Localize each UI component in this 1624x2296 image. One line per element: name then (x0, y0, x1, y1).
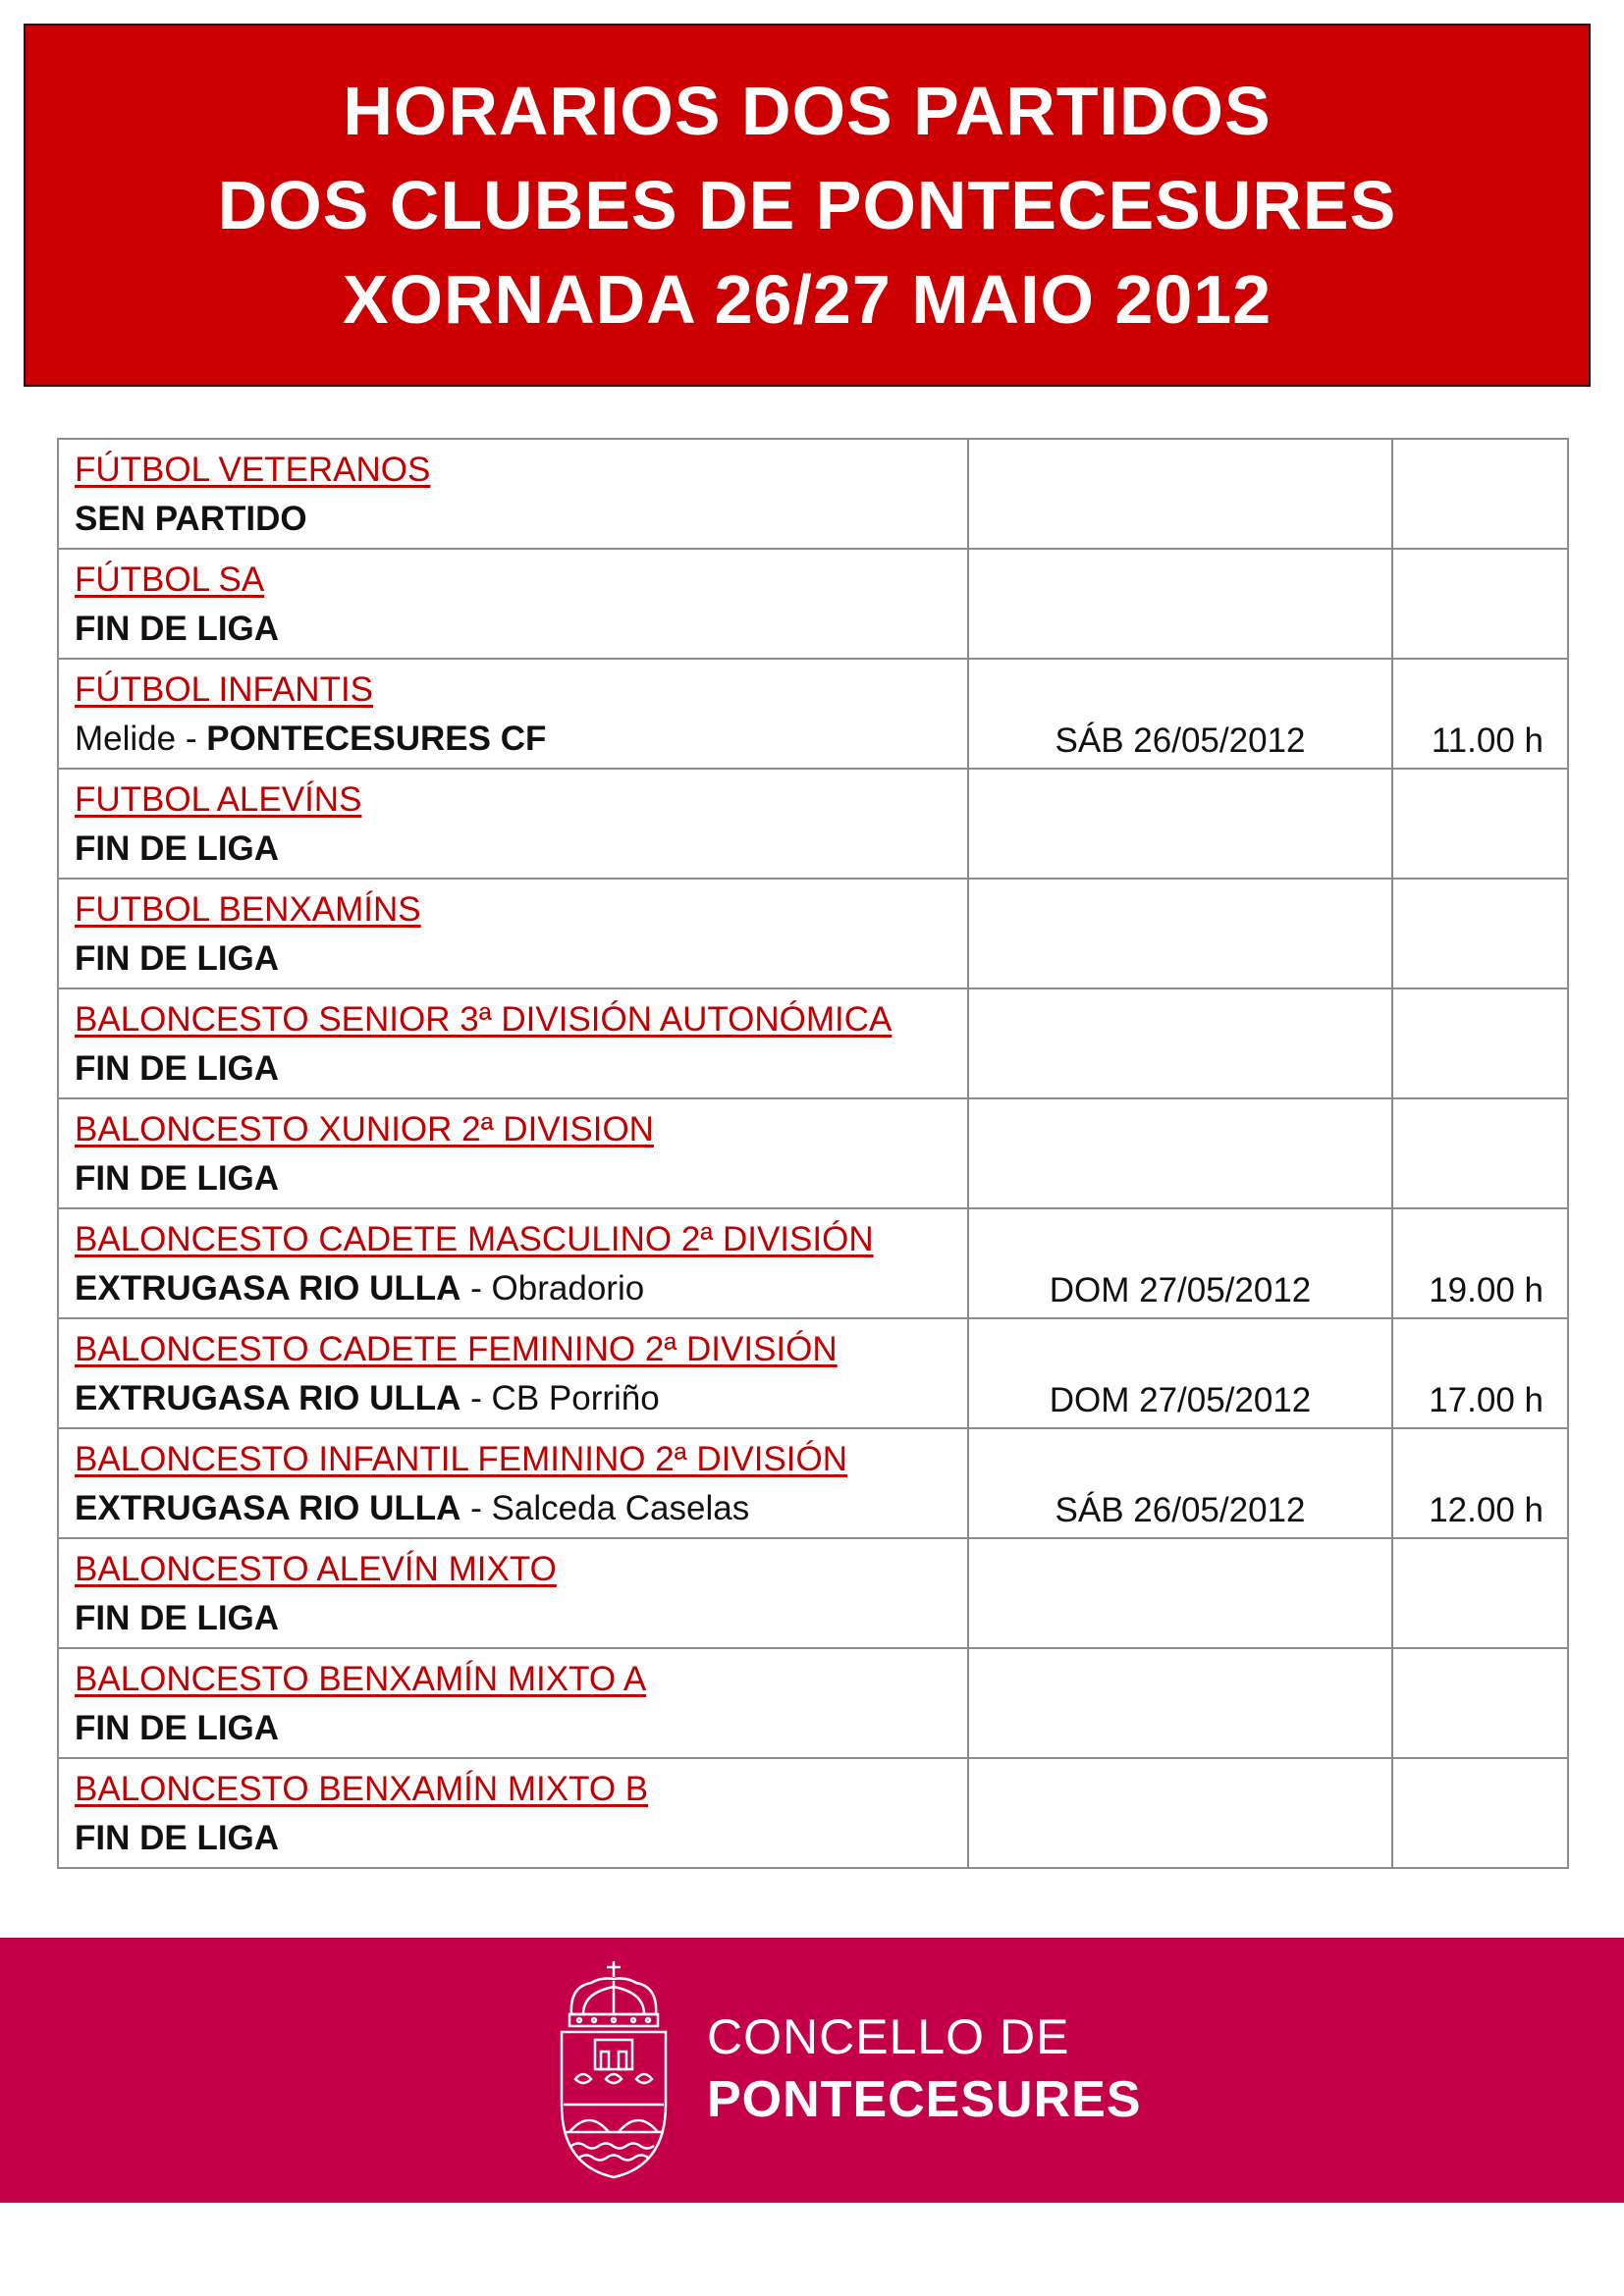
status-note: FIN DE LIGA (75, 1709, 280, 1747)
category-link[interactable]: BALONCESTO XUNIOR 2ª DIVISION (75, 1110, 654, 1148)
title-banner (24, 24, 1591, 387)
match-time (1393, 1094, 1567, 1097)
home-team: Melide (75, 720, 177, 758)
match-row (58, 1648, 1568, 1758)
match-row (58, 659, 1568, 769)
match-description-cell (58, 549, 968, 659)
home-team: EXTRUGASA RIO ULLA (75, 1379, 461, 1417)
match-row (58, 549, 1568, 659)
footer-banner (0, 1938, 1624, 2203)
match-time (1393, 1863, 1567, 1867)
match-time: 11.00 h (1431, 721, 1543, 760)
match-row (58, 769, 1568, 879)
match-date: DOM 27/05/2012 (1049, 1381, 1312, 1419)
match-date-cell (968, 659, 1392, 769)
team-separator: - (460, 1269, 492, 1308)
status-note: FIN DE LIGA (75, 1599, 280, 1637)
match-time (1393, 984, 1567, 988)
category-link[interactable]: FÚTBOL VETERANOS (75, 451, 431, 489)
match-description-cell (58, 769, 968, 879)
match-date (969, 1643, 1391, 1647)
category-link[interactable]: BALONCESTO CADETE MASCULINO 2ª DIVISIÓN (75, 1220, 874, 1258)
match-time: 19.00 h (1429, 1271, 1543, 1309)
match-time: 12.00 h (1429, 1491, 1543, 1529)
match-row (58, 1098, 1568, 1208)
match-date-cell (968, 1208, 1392, 1318)
match-description-cell (58, 1648, 968, 1758)
status-note: FIN DE LIGA (75, 1819, 280, 1857)
match-row (58, 439, 1568, 549)
category-link[interactable]: FUTBOL ALEVÍNS (75, 780, 362, 819)
match-date (969, 1863, 1391, 1867)
status-note: SEN PARTIDO (75, 500, 307, 538)
category-link[interactable]: BALONCESTO CADETE FEMININO 2ª DIVISIÓN (75, 1330, 838, 1368)
match-time-cell (1392, 769, 1568, 879)
municipal-coat-of-arms-icon (550, 1957, 677, 2183)
match-description-cell (58, 879, 968, 988)
match-time (1393, 874, 1567, 878)
match-description-cell (58, 659, 968, 769)
title-line-3: XORNADA 26/27 MAIO 2012 (342, 261, 1272, 338)
category-link[interactable]: FÚTBOL SA (75, 561, 265, 599)
municipality-name (707, 2006, 1142, 2132)
matches-table (57, 438, 1569, 1869)
match-date (969, 654, 1391, 658)
match-time-cell (1392, 549, 1568, 659)
match-time-cell (1392, 1098, 1568, 1208)
match-detail (75, 717, 967, 762)
match-date-cell (968, 769, 1392, 879)
match-detail (75, 1046, 967, 1092)
status-note: FIN DE LIGA (75, 1159, 280, 1198)
match-detail (75, 1706, 967, 1751)
match-time (1393, 1753, 1567, 1757)
match-date: DOM 27/05/2012 (1049, 1271, 1312, 1309)
status-note: FIN DE LIGA (75, 939, 280, 978)
away-team: CB Porriño (491, 1379, 660, 1417)
match-date (969, 874, 1391, 878)
category-link[interactable]: BALONCESTO ALEVÍN MIXTO (75, 1550, 557, 1588)
match-date: SÁB 26/05/2012 (1055, 1491, 1306, 1529)
match-description-cell (58, 1318, 968, 1428)
match-row (58, 879, 1568, 988)
title-line-1: HORARIOS DOS PARTIDOS (343, 73, 1272, 149)
category-link[interactable]: BALONCESTO INFANTIL FEMININO 2ª DIVISIÓN (75, 1440, 847, 1478)
team-separator: - (460, 1489, 492, 1527)
match-detail (75, 1816, 967, 1861)
match-detail (75, 1486, 967, 1531)
match-description-cell (58, 1538, 968, 1648)
status-note: FIN DE LIGA (75, 1049, 280, 1088)
home-team: EXTRUGASA RIO ULLA (75, 1269, 461, 1308)
category-link[interactable]: BALONCESTO SENIOR 3ª DIVISIÓN AUTONÓMICA (75, 1000, 893, 1039)
category-link[interactable]: BALONCESTO BENXAMÍN MIXTO B (75, 1770, 649, 1808)
match-row (58, 988, 1568, 1098)
match-time-cell (1392, 879, 1568, 988)
match-time-cell (1392, 439, 1568, 549)
home-team: EXTRUGASA RIO ULLA (75, 1489, 461, 1527)
match-date-cell (968, 1428, 1392, 1538)
away-team: Salceda Caselas (491, 1489, 750, 1527)
match-time-cell (1392, 659, 1568, 769)
match-row (58, 1538, 1568, 1648)
match-time-cell (1392, 1318, 1568, 1428)
match-time-cell (1392, 1208, 1568, 1318)
match-detail (75, 497, 967, 542)
title-line-2: DOS CLUBES DE PONTECESURES (217, 167, 1397, 243)
match-time (1393, 654, 1567, 658)
match-detail (75, 936, 967, 982)
match-date (969, 1094, 1391, 1097)
team-separator: - (460, 1379, 492, 1417)
category-link[interactable]: FUTBOL BENXAMÍNS (75, 890, 421, 929)
match-description-cell (58, 1428, 968, 1538)
status-note: FIN DE LIGA (75, 610, 280, 648)
match-detail (75, 607, 967, 652)
match-time (1393, 1203, 1567, 1207)
match-date: SÁB 26/05/2012 (1055, 721, 1306, 760)
match-time-cell (1392, 1648, 1568, 1758)
municipality-name-line-2: PONTECESURES (707, 2071, 1142, 2128)
away-team: PONTECESURES CF (206, 720, 547, 758)
match-date (969, 1753, 1391, 1757)
match-detail (75, 1376, 967, 1421)
match-date-cell (968, 1758, 1392, 1868)
match-description-cell (58, 988, 968, 1098)
match-time (1393, 544, 1567, 548)
match-time-cell (1392, 1538, 1568, 1648)
match-row (58, 1318, 1568, 1428)
municipality-name-line-1: CONCELLO DE (707, 2009, 1070, 2064)
category-link[interactable]: FÚTBOL INFANTIS (75, 670, 374, 709)
match-date-cell (968, 1318, 1392, 1428)
match-date-cell (968, 988, 1392, 1098)
match-detail (75, 1266, 967, 1311)
match-time: 17.00 h (1429, 1381, 1543, 1419)
match-description-cell (58, 1098, 968, 1208)
match-description-cell (58, 1758, 968, 1868)
match-date (969, 544, 1391, 548)
category-link[interactable]: BALONCESTO BENXAMÍN MIXTO A (75, 1660, 647, 1698)
match-detail (75, 827, 967, 872)
match-date-cell (968, 439, 1392, 549)
matches-table-body (58, 439, 1568, 1868)
match-time-cell (1392, 988, 1568, 1098)
match-date (969, 984, 1391, 988)
match-description-cell (58, 439, 968, 549)
match-date-cell (968, 549, 1392, 659)
match-time-cell (1392, 1758, 1568, 1868)
match-time (1393, 1643, 1567, 1647)
match-date-cell (968, 1098, 1392, 1208)
status-note: FIN DE LIGA (75, 829, 280, 868)
match-row (58, 1208, 1568, 1318)
team-separator: - (176, 720, 207, 758)
match-row (58, 1758, 1568, 1868)
match-time-cell (1392, 1428, 1568, 1538)
match-detail (75, 1156, 967, 1201)
match-date-cell (968, 1538, 1392, 1648)
match-description-cell (58, 1208, 968, 1318)
match-row (58, 1428, 1568, 1538)
match-date-cell (968, 1648, 1392, 1758)
match-date-cell (968, 879, 1392, 988)
match-date (969, 1203, 1391, 1207)
match-detail (75, 1596, 967, 1641)
away-team: Obradorio (491, 1269, 645, 1308)
